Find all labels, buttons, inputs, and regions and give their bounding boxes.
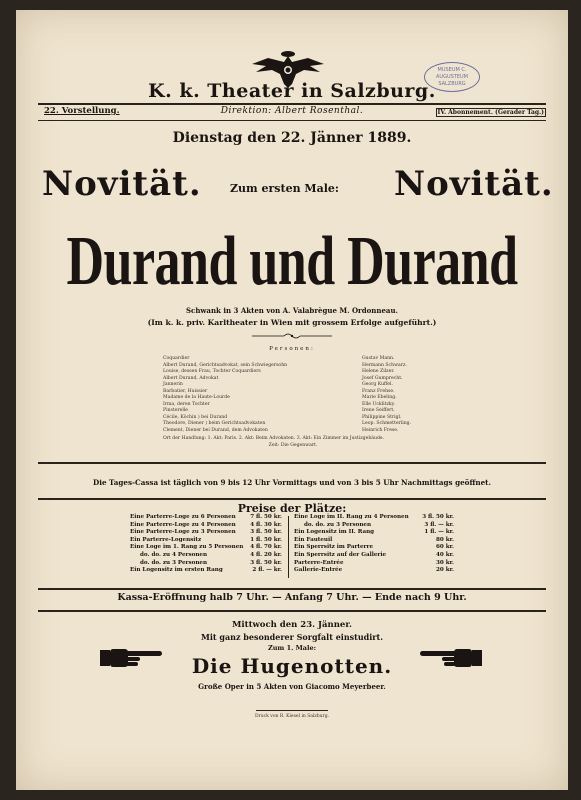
section-rule <box>38 610 546 612</box>
cast-actor: Franz Frehse. <box>362 388 395 394</box>
play-note: (Im k. k. priv. Karltheater in Wien mit grossem Erfolge aufgeführt.) <box>147 318 437 327</box>
price-row: do. do. zu 4 Personen 4 fl. 20 kr. <box>140 551 282 558</box>
prices-right-column <box>294 514 454 575</box>
performance-times: Kassa-Eröffnung halb 7 Uhr. — Anfang 7 Uhr. — Ende nach 9 Uhr. <box>117 592 467 603</box>
price-row: Ein Sperrsitz im Parterre 60 kr. <box>294 544 454 551</box>
price-row: Eine Parterre-Loge zu 6 Personen 7 fl. 50 kr. <box>130 514 282 520</box>
price-row: Eine Parterre-Loge zu 4 Personen 4 fl. 30 kr. <box>130 521 282 528</box>
cast-role: Louise, dessen Frau, Tochter Coquardiers <box>163 369 261 374</box>
cast-footnote: Ort der Handlung: 1. Akt: Paris. 2. Akt: Beim Advokaten. 3. Akt: Ein Zimmer im Justizgebäude. Zeit: Die Gegenwart. <box>163 436 385 448</box>
cast-actor: Irene Seiffert. <box>362 408 395 413</box>
cast-actor: Hermann Schwarz. <box>362 362 407 368</box>
cast-role: Madame de la Haute-Lourde <box>163 395 230 400</box>
cast-role: Theodore, Diener ) beim Gerichtsadvokaten <box>163 421 266 426</box>
next-show-title: Die Hugenotten. <box>191 654 393 678</box>
cast-actor: Philippine Strigl. <box>362 414 402 420</box>
section-rule <box>38 588 546 590</box>
prices-divider <box>288 516 289 578</box>
playbill-sheet <box>16 10 568 790</box>
cast-role: Albert Durand, Gerichtsadvokat, sein Schwiegersohn <box>163 362 288 368</box>
cast-role: Albert Durand, Advokat <box>163 375 219 381</box>
cast-actor: Josef Gumprecht. <box>362 375 403 381</box>
box-office-hours: Die Tages-Cassa ist täglich von 9 bis 12 Uhr Vormittags und von 3 bis 5 Uhr Nachmittags geöffnet. <box>93 478 491 487</box>
cast-actor: Heinrich Frese. <box>362 427 399 433</box>
price-row: Eine Loge im II. Rang zu 4 Personen 3 fl. 50 kr. <box>294 514 454 520</box>
price-row: do. do. zu 3 Personen 3 fl. — kr. <box>304 521 454 528</box>
novelty-right: Novität. <box>394 164 554 204</box>
header-rule <box>38 103 546 105</box>
direction-line: Direktion: Albert Rosenthal. <box>220 106 364 116</box>
cast-actor: Georg Kuffel. <box>362 382 393 387</box>
cast-actor: Elle Ucklitzky. <box>362 401 396 407</box>
price-row: Parterre-Entrée 30 kr. <box>294 559 454 566</box>
play-title: Durand und Durand <box>66 223 518 301</box>
next-show-note: Mit ganz besonderer Sorgfalt einstudirt. <box>201 632 383 642</box>
price-row: Ein Fauteuil 80 kr. <box>294 536 454 543</box>
novelty-left: Novität. <box>42 164 202 204</box>
cast-actor: Helene Zilzer. <box>362 369 395 374</box>
date-line: Dienstag den 22. Jänner 1889. <box>172 130 412 146</box>
section-rule <box>38 498 546 500</box>
cast-role: Cécile, Köchin ) bei Durand <box>163 414 228 420</box>
section-rule <box>38 462 546 464</box>
price-row: Ein Sperrsitz auf der Gallerie 40 kr. <box>294 551 454 558</box>
first-time-label: Zum ersten Male: <box>230 182 339 195</box>
next-show-date: Mittwoch den 23. Jänner. <box>232 620 352 630</box>
price-row: Ein Logensitz im ersten Rang 2 fl. — kr. <box>130 567 282 574</box>
cast-role: Jannerin <box>163 382 183 387</box>
price-row: Eine Parterre-Loge zu 3 Personen 3 fl. 50 kr. <box>130 529 282 536</box>
cast-role: Barbatier, Huissier <box>163 388 208 394</box>
printer-credit: Druck von R. Kiesel in Salzburg. <box>254 714 330 719</box>
price-row: Ein Logensitz im II. Rang 1 fl. — kr. <box>294 529 454 536</box>
cast-roles <box>163 356 287 434</box>
prices-heading: Preise der Plätze: <box>237 502 347 515</box>
subscription-note: IV. Abonnement. (Gerader Tag.) <box>437 109 544 116</box>
play-subtitle: Schwank in 3 Akten von A. Valabrègue M. Ordonneau. <box>186 306 398 315</box>
footer-rule <box>256 710 328 711</box>
cast-heading: Personen: <box>269 346 315 352</box>
cast-actor: Marie Ebeling. <box>362 395 397 400</box>
cast-role: Irma, deren Tochter <box>163 401 210 407</box>
price-row: Ein Parterre-Logensitz 1 fl. 50 kr. <box>130 536 282 543</box>
next-show-first: Zum 1. Male: <box>267 644 317 652</box>
next-show-subtitle: Große Oper in 5 Akten von Giacomo Meyerbeer. <box>198 682 386 691</box>
cast-actors <box>362 356 411 434</box>
header-rule-2 <box>38 120 546 121</box>
price-row: Eine Loge im 1. Rang zu 5 Personen 4 fl. 70 kr. <box>130 544 282 551</box>
prices-left-column <box>130 514 282 575</box>
ornament-divider-icon <box>252 332 332 340</box>
theatre-title: K. k. Theater in Salzburg. <box>148 80 436 102</box>
cast-role: Coquardier <box>163 356 190 361</box>
cast-actor: Leop. Schmetterling. <box>362 421 412 426</box>
performance-number: 22. Vorstellung. <box>44 106 120 116</box>
museum-stamp: MUSEUM C. AUGUSTEUM SALZBURG <box>424 62 480 92</box>
cast-actor: Gustav Mann. <box>362 356 395 361</box>
cast-role: Pinsterelle <box>163 408 189 413</box>
cast-role: Clement, Diener bei Durand, dem Advokaten <box>163 427 268 433</box>
price-row: Gallerie-Entrée 20 kr. <box>294 567 454 574</box>
price-row: do. do. zu 3 Personen 3 fl. 50 kr. <box>140 559 282 566</box>
